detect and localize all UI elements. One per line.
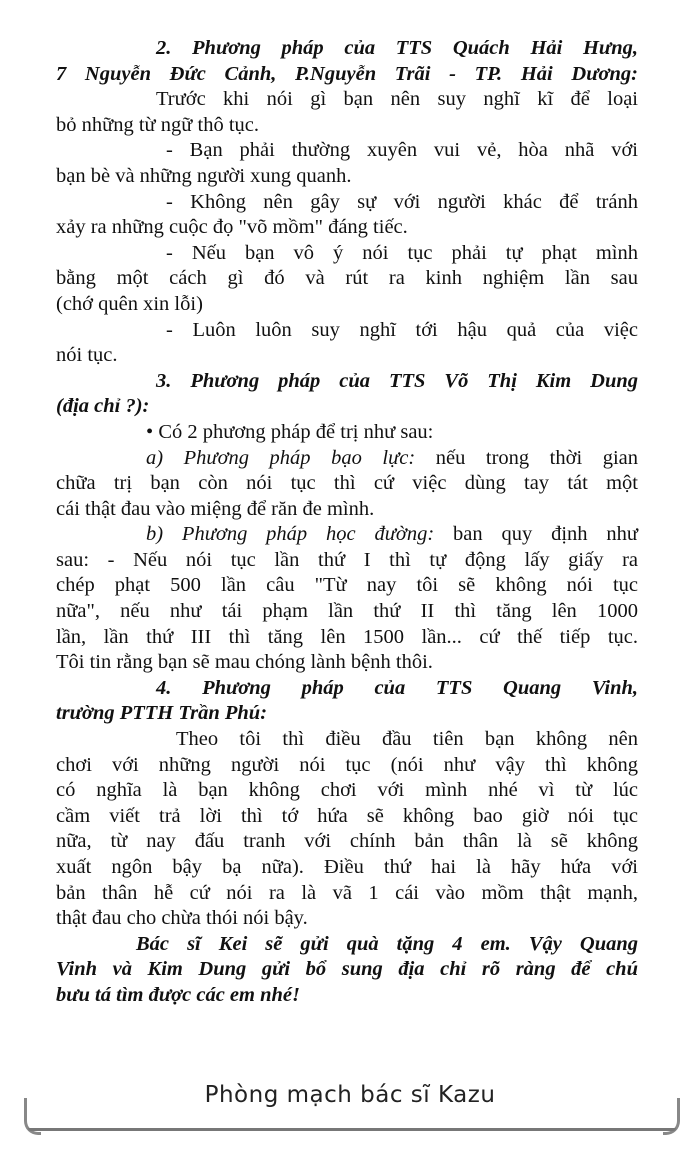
method-a-rest: nếu trong thời gian bbox=[435, 446, 638, 469]
section-2-heading-line-2: 7 Nguyễn Đức Cảnh, P.Nguyễn Trãi - TP. Hải Dương: bbox=[56, 62, 638, 85]
paragraph-line: bỏ những từ ngữ thô tục. bbox=[56, 113, 260, 136]
paragraph-line: xuất ngôn bậy bạ nữa). Điều thứ hai là hãy hứa với bbox=[56, 856, 638, 878]
paragraph-line: Theo tôi thì điều đầu tiên bạn không nên bbox=[176, 728, 638, 751]
section-3-heading-line-2: (địa chỉ ?): bbox=[56, 395, 150, 418]
paragraph-line: - Không nên gây sự với người khác để tránh bbox=[166, 190, 638, 213]
paragraph-line: nói tục. bbox=[56, 344, 118, 367]
method-a-line bbox=[56, 446, 638, 472]
closing-line: bưu tá tìm được các em nhé! bbox=[56, 983, 300, 1006]
bottom-rule bbox=[28, 1128, 676, 1131]
section-2-heading-line-1: 2. Phương pháp của TTS Quách Hải Hưng, bbox=[156, 37, 638, 59]
paragraph-line: Tôi tin rằng bạn sẽ mau chóng lành bệnh thôi. bbox=[56, 651, 433, 674]
paragraph-line: lần, lần thứ III thì tăng lên 1500 lần... cứ thế tiếp tục. bbox=[56, 625, 638, 648]
paragraph-line: chép phạt 500 lần câu "Từ nay tôi sẽ không nói tục bbox=[56, 574, 638, 597]
paragraph-line: Trước khi nói gì bạn nên suy nghĩ kĩ để loại bbox=[156, 88, 638, 111]
method-b-rest: ban quy định như bbox=[453, 523, 639, 546]
method-b-line bbox=[56, 522, 638, 548]
section-4-heading-line-1: 4. Phương pháp của TTS Quang Vinh, bbox=[156, 676, 638, 699]
paragraph-line: bằng một cách gì đó và rút ra kinh nghiệm lần sau bbox=[56, 267, 638, 290]
paragraph-line: chơi với những người nói tục (nói như vậy thì không bbox=[56, 753, 638, 776]
closing-line: Vinh và Kim Dung gửi bổ sung địa chỉ rõ ràng để chú bbox=[56, 958, 638, 981]
paragraph-line: sau: - Nếu nói tục lần thứ I thì tự động lấy giấy ra bbox=[56, 548, 638, 571]
paragraph-line: chữa trị bạn còn nói tục thì cứ việc dùng tay tát một bbox=[56, 472, 638, 495]
method-a-label: a) Phương pháp bạo lực: bbox=[146, 446, 416, 469]
paragraph-line: nữa", nếu như tái phạm lần thứ II thì tăng lên 1000 bbox=[56, 600, 638, 623]
paragraph-line: xảy ra những cuộc đọ "võ mồm" đáng tiếc. bbox=[56, 216, 408, 239]
paragraph-line: - Luôn luôn suy nghĩ tới hậu quả của việc bbox=[166, 318, 638, 341]
paragraph-line: bản thân hễ cứ nói ra là vã 1 cái vào mồm thật mạnh, bbox=[56, 881, 638, 904]
article-body bbox=[56, 36, 638, 1009]
intro-text: Có 2 phương pháp để trị như sau: bbox=[158, 420, 434, 443]
paragraph-line: nữa, từ nay đấu tranh với chính bản thân là sẽ không bbox=[56, 830, 638, 853]
paragraph-line: cái thật đau vào miệng để răn đe mình. bbox=[56, 497, 375, 520]
paragraph-line: có nghĩa là bạn không chơi với mình nhé vì từ lúc bbox=[56, 779, 638, 802]
closing-line: Bác sĩ Kei sẽ gửi quà tặng 4 em. Vậy Quang bbox=[136, 932, 638, 955]
paragraph-line: - Bạn phải thường xuyên vui vẻ, hòa nhã với bbox=[166, 139, 638, 162]
paragraph-line: thật đau cho chừa thói nói bậy. bbox=[56, 907, 308, 930]
section-3-intro: • Có 2 phương pháp để trị như sau: bbox=[146, 420, 434, 443]
paragraph-line: cầm viết trả lời thì tớ hứa sẽ không bao giờ nói tục bbox=[56, 804, 638, 827]
method-b-label: b) Phương pháp học đường: bbox=[146, 523, 435, 546]
section-3-heading-line-1: 3. Phương pháp của TTS Võ Thị Kim Dung bbox=[156, 369, 638, 392]
section-4-heading-line-2: trường PTTH Trần Phú: bbox=[56, 702, 268, 725]
paragraph-line: - Nếu bạn vô ý nói tục phải tự phạt mình bbox=[166, 241, 638, 264]
paragraph-line: (chớ quên xin lỗi) bbox=[56, 292, 203, 315]
footer-title: Phòng mạch bác sĩ Kazu bbox=[204, 1082, 496, 1108]
paragraph-line: bạn bè và những người xung quanh. bbox=[56, 164, 352, 187]
